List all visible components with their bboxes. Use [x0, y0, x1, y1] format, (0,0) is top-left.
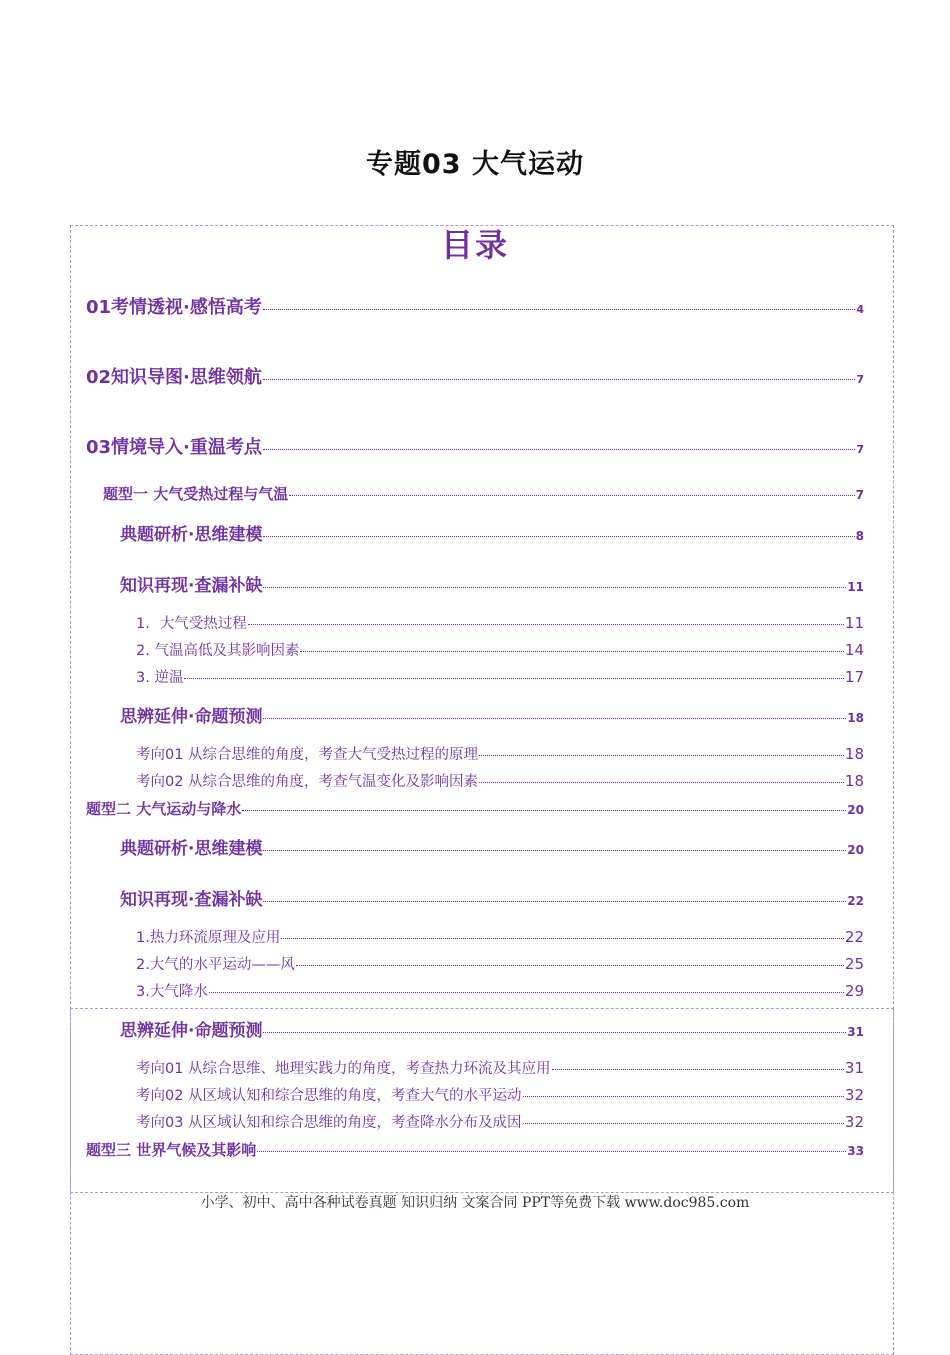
- toc-leader: [263, 1032, 846, 1033]
- toc-entry-label: 03情境导入·重温考点: [86, 437, 262, 458]
- toc-entry[interactable]: [120, 1016, 864, 1041]
- toc-entry[interactable]: [103, 483, 864, 504]
- toc-entry[interactable]: [136, 743, 864, 764]
- toc-entry-page: 29: [844, 982, 864, 1000]
- toc-entry[interactable]: [136, 612, 864, 633]
- toc-entry[interactable]: [136, 953, 864, 974]
- toc-entry[interactable]: [136, 1084, 864, 1105]
- toc-entry-label: 考向02 从区域认知和综合思维的角度，考查大气的水平运动: [136, 1088, 522, 1104]
- toc-leader: [296, 965, 844, 966]
- toc-leader: [242, 810, 846, 811]
- toc-leader: [263, 718, 846, 719]
- toc-entry[interactable]: [136, 926, 864, 947]
- toc-entry-page: 11: [844, 614, 864, 632]
- toc-entry[interactable]: [86, 293, 864, 319]
- toc-leader: [300, 651, 843, 652]
- toc-entry[interactable]: [120, 571, 864, 596]
- toc-leader: [523, 1096, 844, 1097]
- toc-entry-label: 题型一 大气受热过程与气温: [103, 485, 289, 503]
- toc-entry-label: 3.大气降水: [136, 984, 208, 1000]
- toc-entry[interactable]: [120, 885, 864, 910]
- toc-entry-page: 18: [847, 711, 864, 725]
- toc-leader: [263, 449, 855, 450]
- toc-entry-label: 1．大气受热过程: [136, 616, 247, 632]
- toc-entry-label: 思辨延伸·命题预测: [120, 707, 263, 727]
- toc-entry-page: 31: [847, 1025, 864, 1039]
- toc-entry-page: 7: [856, 443, 864, 456]
- toc-leader: [479, 782, 844, 783]
- toc-leader: [184, 678, 843, 679]
- toc-entry-page: 22: [844, 928, 864, 946]
- toc-leader: [257, 1151, 846, 1152]
- toc-entry-page: 31: [844, 1059, 864, 1077]
- toc-leader: [552, 1069, 844, 1070]
- toc-entry-label: 典题研析·思维建模: [120, 839, 263, 859]
- toc-entry-label: 1.热力环流原理及应用: [136, 930, 281, 946]
- toc-leader: [479, 755, 844, 756]
- toc-entry-label: 知识再现·查漏补缺: [120, 890, 263, 910]
- toc-entry-page: 17: [844, 668, 864, 686]
- toc-heading: 目录: [440, 226, 509, 264]
- toc-entry[interactable]: [120, 834, 864, 859]
- toc-entry[interactable]: [136, 1111, 864, 1132]
- toc-entry-page: 32: [844, 1113, 864, 1131]
- toc-entry-label: 典题研析·思维建模: [120, 525, 263, 545]
- toc-leader: [289, 495, 854, 496]
- toc-entry-page: 20: [847, 803, 864, 817]
- document-title: 专题03 大气运动: [366, 149, 584, 180]
- toc-leader: [263, 850, 846, 851]
- toc-entry-page: 25: [844, 955, 864, 973]
- toc-entry[interactable]: [86, 798, 864, 819]
- toc-entry-label: 考向01 从综合思维的角度，考查大气受热过程的原理: [136, 747, 479, 763]
- toc-entry-label: 02知识导图·思维领航: [86, 367, 262, 388]
- toc-entry-page: 11: [847, 580, 864, 594]
- toc-entry-label: 考向02 从综合思维的角度，考查气温变化及影响因素: [136, 774, 479, 790]
- toc-leader: [209, 992, 844, 993]
- toc-entry[interactable]: [120, 520, 864, 545]
- toc-entry-label: 2.大气的水平运动——风: [136, 957, 295, 973]
- toc-entry-page: 20: [847, 843, 864, 857]
- toc-entry[interactable]: [136, 639, 864, 660]
- page-footer: 小学、初中、高中各种试卷真题 知识归纳 文案合同 PPT等免费下载 www.doc985.com: [200, 1195, 750, 1211]
- toc-entry-label: 思辨延伸·命题预测: [120, 1021, 263, 1041]
- toc-entry-page: 4: [856, 303, 864, 316]
- toc-entry-label: 题型三 世界气候及其影响: [86, 1141, 257, 1159]
- toc-entry[interactable]: [86, 1139, 864, 1160]
- toc-entry[interactable]: [136, 770, 864, 791]
- toc-entry-page: 22: [847, 894, 864, 908]
- toc-entry-page: 14: [844, 641, 864, 659]
- toc-leader: [523, 1123, 844, 1124]
- toc-entry-label: 2. 气温高低及其影响因素: [136, 643, 300, 659]
- toc-entry[interactable]: [136, 666, 864, 687]
- toc-leader: [263, 309, 855, 310]
- toc-entry-label: 3. 逆温: [136, 670, 184, 686]
- toc-entry-page: 18: [844, 745, 864, 763]
- toc-entry[interactable]: [120, 702, 864, 727]
- toc-leader: [263, 379, 855, 380]
- toc-entry-label: 01考情透视·感悟高考: [86, 297, 262, 318]
- toc-entry-page: 7: [856, 373, 864, 386]
- toc-entry-page: 33: [847, 1144, 864, 1158]
- toc-entry-page: 18: [844, 772, 864, 790]
- toc-entry-label: 知识再现·查漏补缺: [120, 576, 263, 596]
- toc-entry[interactable]: [136, 1057, 864, 1078]
- toc-entry[interactable]: [86, 363, 864, 389]
- toc-entry-label: 考向01 从综合思维、地理实践力的角度，考查热力环流及其应用: [136, 1061, 551, 1077]
- toc-entry[interactable]: [136, 980, 864, 1001]
- toc-leader: [281, 938, 844, 939]
- toc-entry-page: 7: [855, 488, 864, 502]
- toc-leader: [248, 624, 844, 625]
- toc-leader: [263, 587, 846, 588]
- toc-entry-label: 考向03 从区域认知和综合思维的角度，考查降水分布及成因: [136, 1115, 522, 1131]
- toc-entry[interactable]: [86, 433, 864, 459]
- toc-leader: [263, 901, 846, 902]
- toc-entry-page: 32: [844, 1086, 864, 1104]
- toc-leader: [263, 536, 854, 537]
- toc-entry-label: 题型二 大气运动与降水: [86, 800, 242, 818]
- toc-entry-page: 8: [855, 529, 864, 543]
